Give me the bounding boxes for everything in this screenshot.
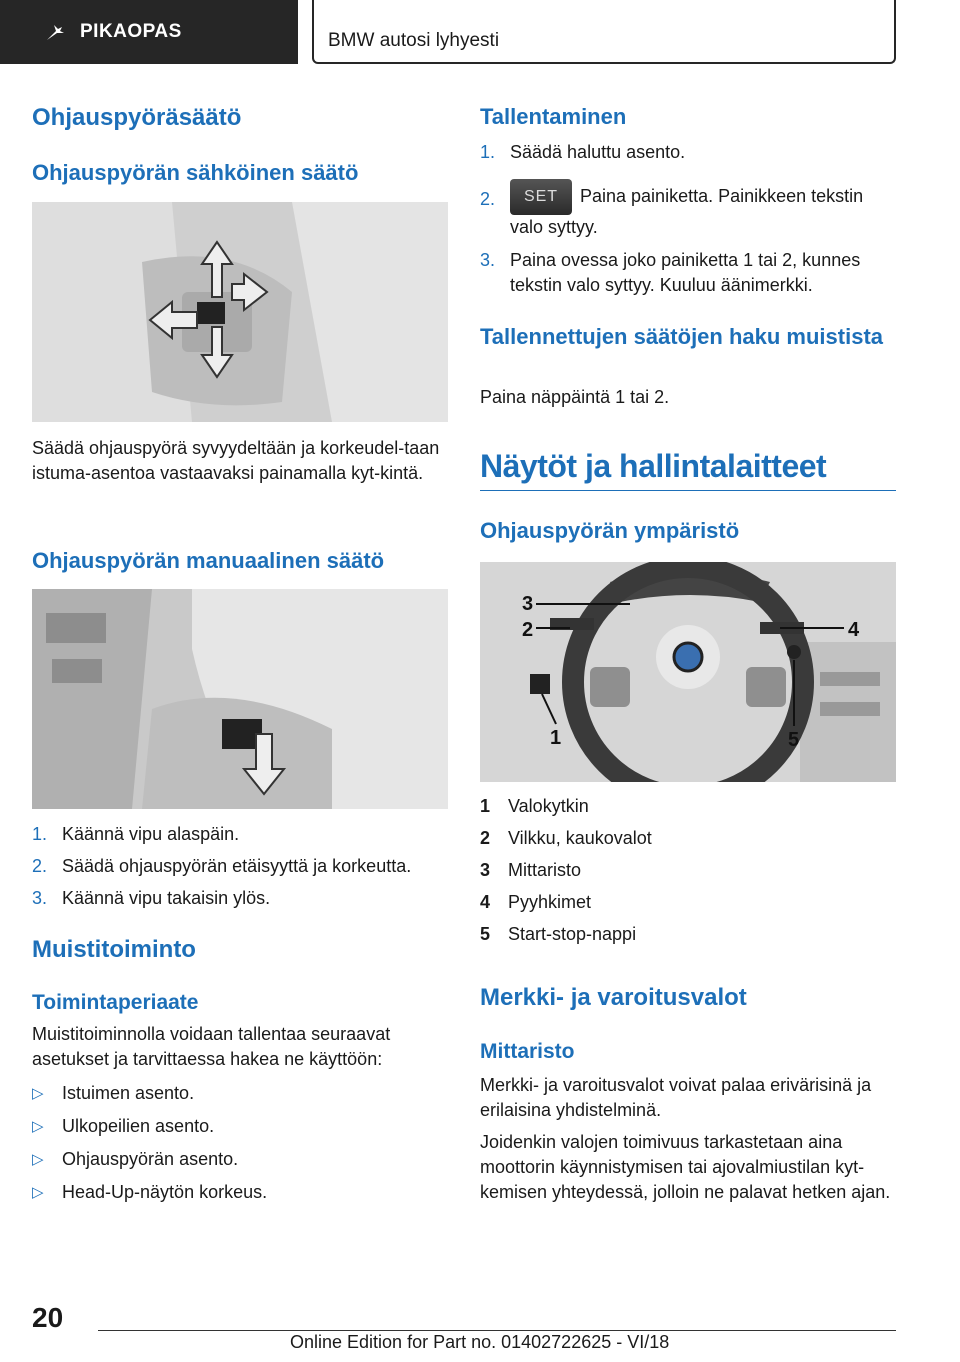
heading-displays-controls: Näytöt ja hallintalaitteet [480,448,827,484]
heading-cluster: Mittaristo [480,1040,575,1063]
footer-edition: Online Edition for Part no. 01402722625 - VI/18 [290,1332,670,1352]
steering-legend [480,794,896,954]
save-steps-list [480,140,896,305]
list-item: ▷ Ulkopeilien asento. [32,1114,448,1139]
triangle-bullet-icon: ▷ [32,1118,44,1135]
heading-principle: Toimintaperiaate [32,991,199,1014]
heading-save: Tallentaminen [480,104,627,129]
list-item: 5 Start-stop-nappi [480,924,637,944]
recall-text: Paina näppäintä 1 tai 2. [480,387,670,407]
image-manual-adjust [32,589,448,809]
list-item: 1. Säädä haluttu asento. [480,142,686,162]
cluster-text-1: Merkki- ja varoitusvalot voivat palaa erivärisinä ja erilaisina yhdistelminä. [480,1075,872,1120]
svg-text:1: 1 [550,727,562,749]
header-title: BMW autosi lyhyesti [312,0,896,64]
heading-steering-adjust: Ohjauspyöräsäätö [32,104,242,131]
principle-text: Muistitoiminnolla voidaan tallentaa seuraavat asetukset ja tarvittaessa hakea ne käyttöön: [32,1024,391,1069]
triangle-bullet-icon: ▷ [32,1184,44,1201]
heading-memory: Muistitoiminto [32,936,196,963]
header-tab[interactable] [0,0,298,64]
triangle-bullet-icon: ▷ [32,1151,44,1168]
list-item: ▷ Istuimen asento. [32,1081,448,1106]
heading-rule [480,490,896,491]
footer-rule [98,1330,896,1331]
triangle-bullet-icon: ▷ [32,1085,44,1102]
list-item: 3 Mittaristo [480,860,582,880]
set-button: SET [510,179,572,215]
heading-steering-env: Ohjauspyörän ympäristö [480,518,740,543]
cluster-text-2: Joidenkin valojen toimivuus tarkastetaan aina moottorin käynnistymisen tai ajovalmiustilan kyt-kemisen yhteydessä, jolloin ne palavat hetken ajan. [480,1132,891,1202]
list-item: 2. Säädä ohjauspyörän etäisyyttä ja korkeutta. [32,856,412,876]
list-item: 3. Käännä vipu takaisin ylös. [32,888,271,908]
list-item: 1. Käännä vipu alaspäin. [32,824,240,844]
list-item: 1 Valokytkin [480,796,589,816]
page-number: 20 [32,1302,64,1333]
manual-steps-list [32,822,448,918]
heading-warning-lights: Merkki- ja varoitusvalot [480,984,747,1011]
heading-electric-adjust: Ohjauspyörän sähköinen säätö [32,160,359,185]
heading-recall: Tallennettujen säätöjen haku muistista [480,324,884,349]
wrench-icon [44,21,66,43]
svg-text:3: 3 [522,593,534,615]
memory-bullets [32,1081,448,1213]
svg-text:4: 4 [848,619,860,641]
list-item: ▷ Ohjauspyörän asento. [32,1147,448,1172]
list-item: 2 Vilkku, kaukovalot [480,828,652,848]
electric-adjust-text: Säädä ohjauspyörä syvyydeltään ja korkeudel-taan istuma-asentoa vastaavaksi painamalla kyt-kintä. [32,438,440,483]
svg-text:5: 5 [788,729,800,751]
image-steering-env [480,562,896,782]
header-tab-label: PIKAOPAS [80,21,182,42]
list-item: 2. SET Paina painiketta. Painikkeen tekstin valo syttyy. [480,179,896,240]
list-item: 3. Paina ovessa joko painiketta 1 tai 2, kunnes tekstin valo syttyy. Kuuluu äänimerkki. [480,250,861,295]
heading-manual-adjust: Ohjauspyörän manuaalinen säätö [32,548,385,573]
svg-text:2: 2 [522,619,534,641]
image-electric-adjust [32,202,448,422]
list-item: 4 Pyyhkimet [480,892,592,912]
list-item: ▷ Head-Up-näytön korkeus. [32,1180,448,1205]
